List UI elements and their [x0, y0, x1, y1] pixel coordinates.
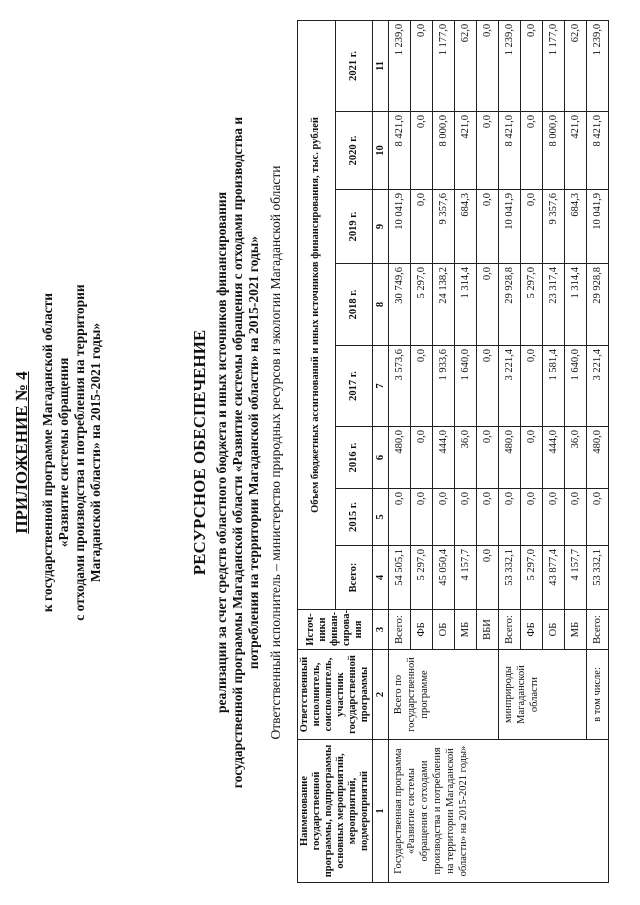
- appendix-line: с отходами производства и потребления на территории: [72, 284, 87, 621]
- document-subtitle-line: государственной программы Магаданской области «Развитие системы обращения с отходами производства и: [230, 116, 245, 789]
- value-year-cell: 62,0: [565, 20, 587, 111]
- value-total-cell: 5 297,0: [521, 546, 543, 610]
- value-year-cell: 1 239,0: [389, 20, 411, 111]
- value-year-cell: 684,3: [455, 190, 477, 264]
- value-year-cell: 3 221,4: [587, 346, 609, 427]
- value-year-cell: 10 041,9: [499, 190, 521, 264]
- value-year-cell: 0,0: [411, 190, 433, 264]
- value-year-cell: 0,0: [477, 112, 499, 190]
- value-year-cell: 421,0: [455, 112, 477, 190]
- value-year-cell: 1 640,0: [455, 346, 477, 427]
- value-year-cell: 0,0: [411, 20, 433, 111]
- value-year-cell: 0,0: [411, 112, 433, 190]
- value-year-cell: 3 221,4: [499, 346, 521, 427]
- value-year-cell: 1 239,0: [499, 20, 521, 111]
- value-year-cell: 8 421,0: [587, 112, 609, 190]
- value-year-cell: 1 314,4: [565, 264, 587, 346]
- value-total-cell: 5 297,0: [411, 546, 433, 610]
- value-year-cell: 10 041,9: [389, 190, 411, 264]
- source-cell: ОБ: [543, 610, 565, 650]
- responsible-executor: Ответственный исполнитель – министерство природных ресурсов и экологии Магаданской области: [268, 165, 283, 740]
- value-total-cell: 43 877,4: [543, 546, 565, 610]
- column-index: 7: [373, 346, 389, 427]
- header-source: Источ-ники финан-сирова-ния: [298, 610, 373, 650]
- header-volume: Объем бюджетных ассигнований и иных источников финансирования, тыс. рублей: [298, 20, 336, 609]
- header-year: 2020 г.: [335, 112, 373, 190]
- table-row: [389, 20, 411, 882]
- value-year-cell: 0,0: [477, 20, 499, 111]
- value-year-cell: 1 933,6: [433, 346, 455, 427]
- value-year-cell: 0,0: [477, 489, 499, 546]
- value-year-cell: 1 177,0: [543, 20, 565, 111]
- value-year-cell: 1 239,0: [587, 20, 609, 111]
- value-year-cell: 8 000,0: [543, 112, 565, 190]
- value-year-cell: 0,0: [521, 190, 543, 264]
- header-year: 2016 г.: [335, 427, 373, 489]
- column-index: 1: [373, 740, 389, 883]
- value-year-cell: 36,0: [455, 427, 477, 489]
- value-year-cell: 0,0: [521, 20, 543, 111]
- column-index: 10: [373, 112, 389, 190]
- value-year-cell: 36,0: [565, 427, 587, 489]
- value-year-cell: 480,0: [499, 427, 521, 489]
- value-year-cell: 1 314,4: [455, 264, 477, 346]
- value-year-cell: 444,0: [543, 427, 565, 489]
- value-year-cell: 0,0: [411, 427, 433, 489]
- column-index: 4: [373, 546, 389, 610]
- value-year-cell: 0,0: [477, 346, 499, 427]
- source-cell: Всего:: [499, 610, 521, 650]
- value-year-cell: 0,0: [477, 190, 499, 264]
- value-year-cell: 0,0: [565, 489, 587, 546]
- value-year-cell: 5 297,0: [411, 264, 433, 346]
- column-index: 6: [373, 427, 389, 489]
- value-year-cell: 10 041,9: [587, 190, 609, 264]
- value-year-cell: 0,0: [477, 427, 499, 489]
- header-total: Всего:: [335, 546, 373, 610]
- source-cell: ФБ: [411, 610, 433, 650]
- document-subtitle-line: потребления на территории Магаданской области» на 2015-2021 годы»: [246, 235, 261, 670]
- value-year-cell: 1 581,4: [543, 346, 565, 427]
- value-year-cell: 684,3: [565, 190, 587, 264]
- column-index: 2: [373, 650, 389, 740]
- value-total-cell: 53 332,1: [499, 546, 521, 610]
- value-year-cell: 24 138,2: [433, 264, 455, 346]
- value-total-cell: 45 050,4: [433, 546, 455, 610]
- value-year-cell: 0,0: [521, 346, 543, 427]
- value-year-cell: 0,0: [543, 489, 565, 546]
- value-year-cell: 0,0: [411, 489, 433, 546]
- value-year-cell: 9 357,6: [433, 190, 455, 264]
- header-year: 2018 г.: [335, 264, 373, 346]
- source-cell: Всего:: [389, 610, 411, 650]
- resource-table: [297, 20, 609, 883]
- column-index: 9: [373, 190, 389, 264]
- value-year-cell: 0,0: [499, 489, 521, 546]
- source-cell: ВБИ: [477, 610, 499, 650]
- program-name-cell: Государственная программа «Развитие системы обращения с отходами производства и потребления на территории Магаданской области» на 2015-2021 годы»: [389, 740, 609, 883]
- value-year-cell: 0,0: [521, 489, 543, 546]
- source-cell: ОБ: [433, 610, 455, 650]
- header-year: 2021 г.: [335, 20, 373, 111]
- header-year: 2015 г.: [335, 489, 373, 546]
- column-index-row: [373, 20, 389, 882]
- column-index: 3: [373, 610, 389, 650]
- header-year: 2019 г.: [335, 190, 373, 264]
- responsible-cell: минприроды Магаданской области: [499, 650, 587, 740]
- appendix-title: ПРИЛОЖЕНИЕ № 4: [12, 371, 31, 534]
- column-index: 11: [373, 20, 389, 111]
- header-responsible: Ответственный исполнитель, соисполнитель, участник государственной программы: [298, 650, 373, 740]
- document-subtitle-line: реализации за счет средств областного бюджета и иных источников финансирования: [214, 192, 229, 713]
- source-cell: МБ: [565, 610, 587, 650]
- source-cell: МБ: [455, 610, 477, 650]
- value-total-cell: 4 157,7: [565, 546, 587, 610]
- value-year-cell: 1 640,0: [565, 346, 587, 427]
- source-cell: ФБ: [521, 610, 543, 650]
- value-year-cell: 8 000,0: [433, 112, 455, 190]
- value-year-cell: 0,0: [433, 489, 455, 546]
- value-total-cell: 0,0: [477, 546, 499, 610]
- value-year-cell: 480,0: [389, 427, 411, 489]
- value-year-cell: 480,0: [587, 427, 609, 489]
- value-year-cell: 8 421,0: [389, 112, 411, 190]
- value-year-cell: 9 357,6: [543, 190, 565, 264]
- value-year-cell: 3 573,6: [389, 346, 411, 427]
- appendix-line: Магаданской области» на 2015-2021 годы»: [88, 322, 103, 583]
- responsible-cell: Всего по государственной программе: [389, 650, 499, 740]
- document-title: РЕСУРСНОЕ ОБЕСПЕЧЕНИЕ: [190, 329, 209, 576]
- value-year-cell: 30 749,6: [389, 264, 411, 346]
- column-index: 5: [373, 489, 389, 546]
- including-label-cell: в том числе:: [587, 650, 609, 740]
- value-total-cell: 54 505,1: [389, 546, 411, 610]
- value-total-cell: 53 332,1: [587, 546, 609, 610]
- value-year-cell: 444,0: [433, 427, 455, 489]
- value-year-cell: 29 928,8: [587, 264, 609, 346]
- value-year-cell: 62,0: [455, 20, 477, 111]
- value-year-cell: 8 421,0: [499, 112, 521, 190]
- value-year-cell: 0,0: [521, 427, 543, 489]
- appendix-line: к государственной программе Магаданской области: [40, 292, 55, 613]
- source-cell: Всего:: [587, 610, 609, 650]
- header-year: 2017 г.: [335, 346, 373, 427]
- value-year-cell: 23 317,4: [543, 264, 565, 346]
- value-year-cell: 1 177,0: [433, 20, 455, 111]
- value-year-cell: 0,0: [411, 346, 433, 427]
- value-total-cell: 4 157,7: [455, 546, 477, 610]
- column-index: 8: [373, 264, 389, 346]
- table-body: [389, 20, 609, 882]
- value-year-cell: 0,0: [389, 489, 411, 546]
- value-year-cell: 29 928,8: [499, 264, 521, 346]
- header-name: Наименование государственной программы, подпрограммы основных мероприятий, мероприятий, подмероприятий: [298, 740, 373, 883]
- appendix-line: «Развитие системы обращения: [56, 357, 71, 548]
- value-year-cell: 421,0: [565, 112, 587, 190]
- value-year-cell: 0,0: [587, 489, 609, 546]
- value-year-cell: 5 297,0: [521, 264, 543, 346]
- value-year-cell: 0,0: [521, 112, 543, 190]
- value-year-cell: 0,0: [477, 264, 499, 346]
- value-year-cell: 0,0: [455, 489, 477, 546]
